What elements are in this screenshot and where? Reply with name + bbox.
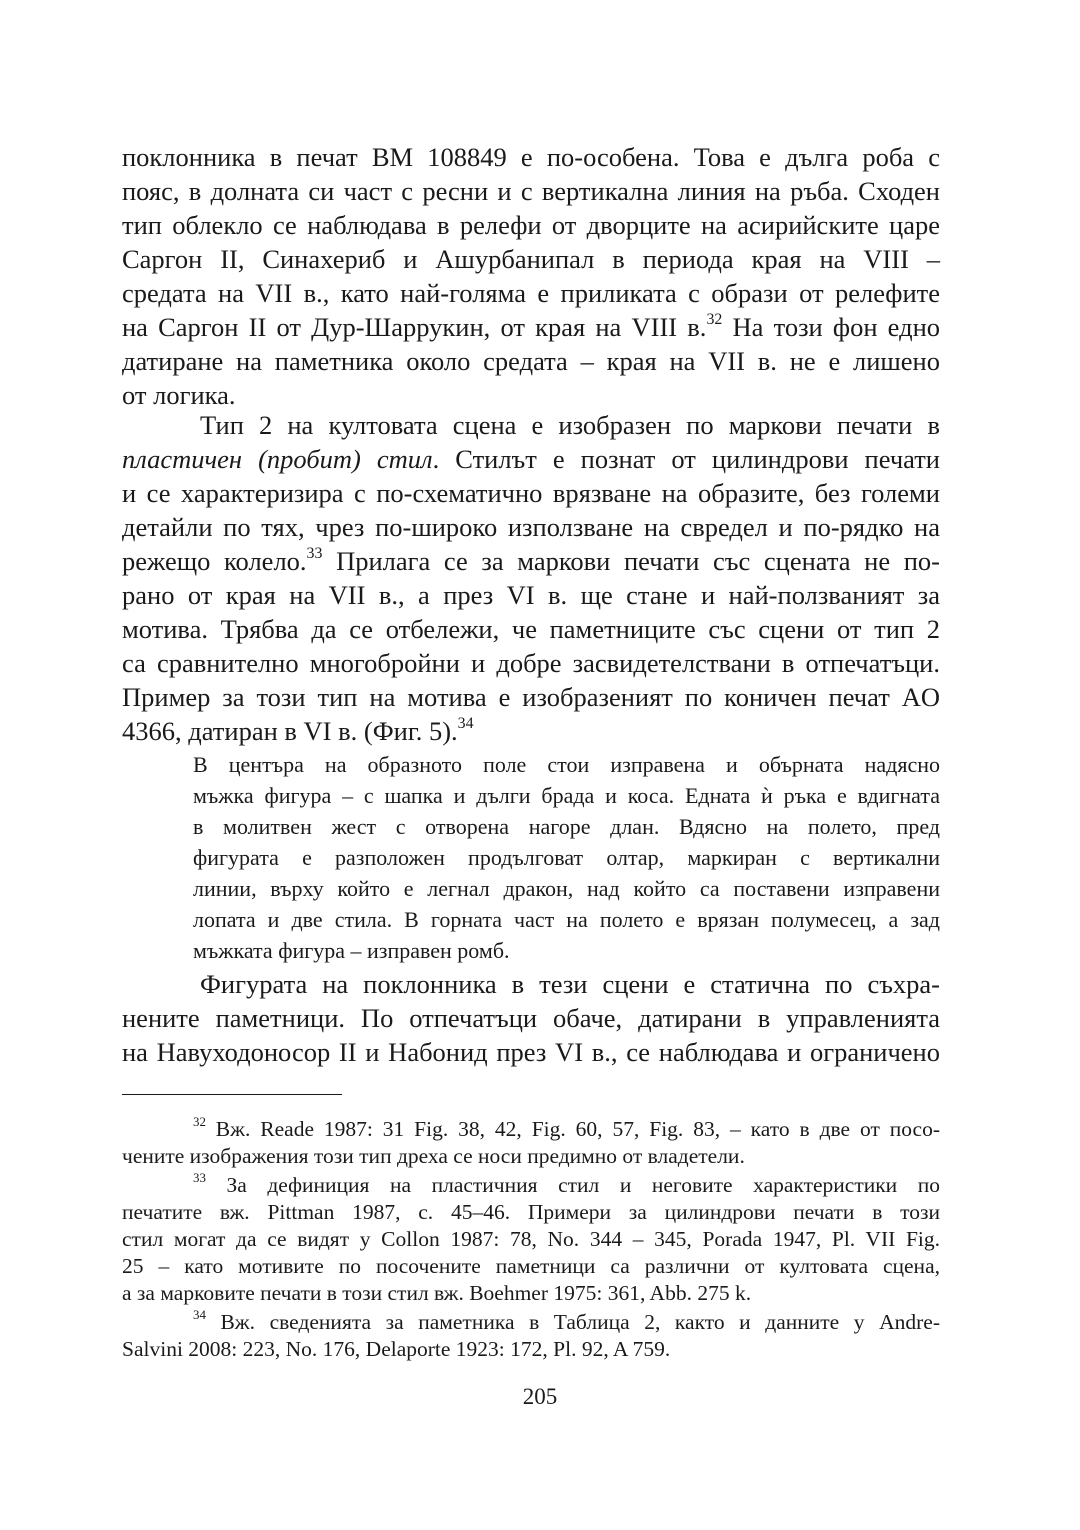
footnote-number: 34: [193, 1307, 206, 1322]
footnote-ref-32[interactable]: 32: [706, 310, 723, 328]
footnote-33: [193, 1170, 940, 1197]
line-text: на Саргон II от Дур-Шаррукин, от края на VIII в.: [122, 312, 707, 342]
text-line: [122, 312, 940, 342]
text-line: средата на VII в., като най-голяма е приликата с образи от релефите: [122, 278, 940, 308]
line-text: На този фон едно: [722, 312, 941, 342]
footnote-line: чените изображения този тип дреха се носи предимно от владетели.: [122, 1144, 745, 1168]
page-number: 205: [522, 1384, 558, 1409]
italic-term: пластичен (пробит) стил: [122, 444, 433, 474]
text-line: Фигурата на поклонника в тези сцени е статична по съхра-: [200, 969, 940, 999]
text-line: поклонника в печат BM 108849 е по-особена. Това е дълга роба с: [122, 142, 940, 172]
footnote-text: За дефиниция на пластичния стил и неговите характеристики по: [205, 1173, 940, 1197]
quote-line: линии, върху който е легнал дракон, над който са поставени изправени: [193, 876, 940, 901]
text-line: са сравнително многобройни и добре засвидетелствани в отпечатъци.: [122, 648, 940, 678]
footnote-ref-34[interactable]: 34: [457, 714, 474, 732]
footnote-line: а за марковите печати в този стил вж. Boehmer 1975: 361, Abb. 275 k.: [122, 1281, 752, 1305]
text-line: мотива. Трябва да се отбележи, че паметниците със сцени от тип 2: [122, 614, 940, 644]
text-line: Саргон II, Синахериб и Ашурбанипал в периода края на VIII –: [122, 244, 940, 274]
text-line: рано от края на VII в., а през VI в. ще стане и най-ползваният за: [122, 580, 940, 610]
text-line: нените паметници. По отпечатъци обаче, датирани в управленията: [122, 1003, 940, 1033]
quote-line: лопата и две стила. В горната част на полето е врязан полумесец, а зад: [193, 907, 940, 932]
text-line: пояс, в долната си част с ресни и с вертикална линия на ръба. Сходен: [122, 176, 940, 206]
footnote-number: 33: [193, 1170, 206, 1185]
line-text: 4366, датиран в VI в. (Фиг. 5).: [122, 716, 458, 746]
text-line: от логика.: [122, 380, 236, 410]
quote-line: мъжка фигура – с шапка и дълги брада и коса. Едната ѝ ръка е вдигната: [193, 783, 940, 808]
quote-line: в молитвен жест с отворена нагоре длан. Вдясно на полето, пред: [193, 814, 940, 839]
text-line: [122, 546, 940, 576]
text-line: [122, 444, 940, 474]
line-text: режещо колело.: [122, 546, 307, 576]
quote-line: В центъра на образното поле стои изправена и обърната надясно: [193, 752, 940, 777]
text-line: тип облекло се наблюдава в релефи от дворците на асирийските царе: [122, 210, 940, 240]
footnote-number: 32: [193, 1114, 206, 1129]
line-text: Прилага се за маркови печати със сцената не по-: [322, 546, 941, 576]
footnote-separator: [122, 1094, 342, 1095]
footnote-line: стил могат да се видят у Collon 1987: 78, No. 344 – 345, Porada 1947, Pl. VII Fig.: [122, 1227, 940, 1251]
footnote-line: печатите вж. Pittman 1987, с. 45–46. Примери за цилиндрови печати в този: [122, 1200, 940, 1224]
text-line: и се характеризира с по-схематично врязване на образите, без големи: [122, 478, 940, 508]
footnote-text: Вж. сведенията за паметника в Таблица 2, както и данните у Andre-: [205, 1310, 940, 1334]
text-line: на Навуходоносор II и Набонид през VI в., се наблюдава и ограничено: [122, 1037, 940, 1067]
text-line: датиране на паметника около средата – края на VII в. не е лишено: [122, 346, 940, 376]
text-line: Тип 2 на култовата сцена е изобразен по маркови печати в: [200, 410, 940, 440]
footnote-32: [193, 1114, 940, 1141]
footnote-34: [193, 1307, 940, 1334]
quote-line: мъжката фигура – изправен ромб.: [193, 938, 510, 963]
text-line: детайли по тях, чрез по-широко използване на свредел и по-рядко на: [122, 512, 940, 542]
footnote-text: Вж. Reade 1987: 31 Fig. 38, 42, Fig. 60, 57, Fig. 83, – като в две от посо-: [205, 1117, 940, 1141]
footnote-line: 25 – като мотивите по посочените паметници са различни от култовата сцена,: [122, 1254, 940, 1278]
footnote-ref-33[interactable]: 33: [306, 544, 323, 562]
text-line: Пример за този тип на мотива е изобразеният по коничен печат AO: [122, 682, 940, 712]
text-line: [122, 716, 940, 746]
line-text: . Стилът е познат от цилиндрови печати: [432, 444, 940, 474]
quote-line: фигурата е разположен продълговат олтар, маркиран с вертикални: [193, 845, 940, 870]
footnote-line: Salvini 2008: 223, No. 176, Delaporte 1923: 172, Pl. 92, A 759.: [122, 1337, 671, 1361]
